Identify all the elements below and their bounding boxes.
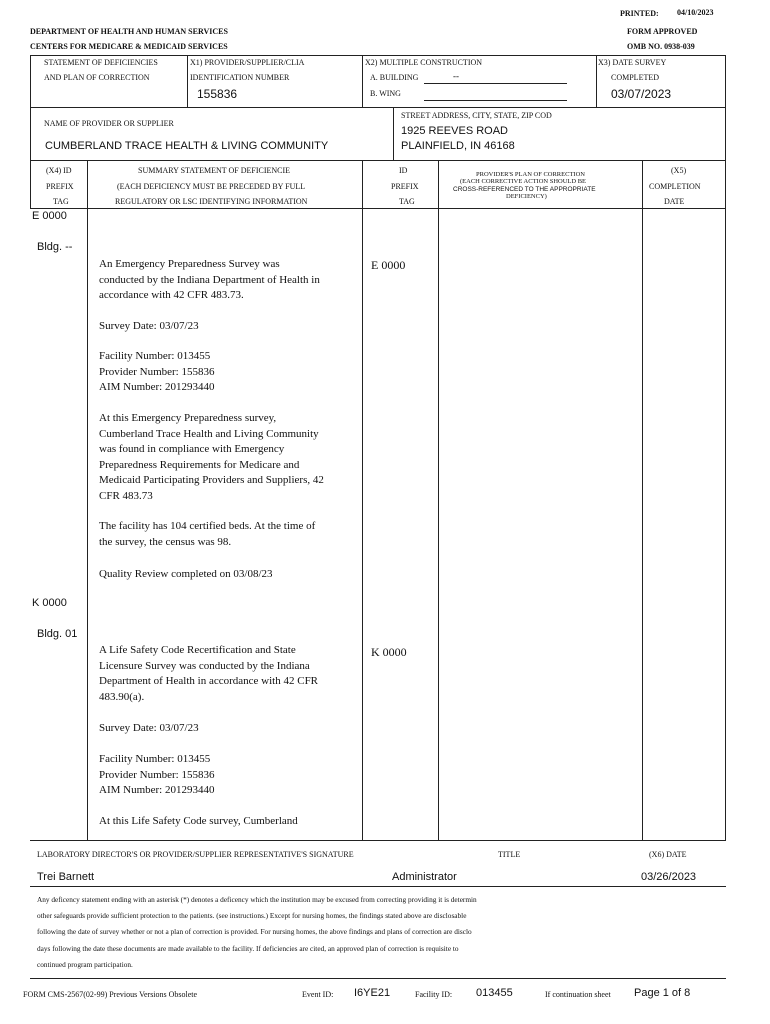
e-facility-info: Facility Number: 013455 Provider Number: 155836 AIM Number: 201293440 <box>99 350 215 393</box>
k-facility-info: Facility Number: 013455 Provider Number: 155836 AIM Number: 201293440 <box>99 753 215 796</box>
x6-date-label: (X6) DATE <box>649 850 687 859</box>
statement-label-2: AND PLAN OF CORRECTION <box>44 73 150 82</box>
e-compliance-paragraph: At this Emergency Preparedness survey, Cumberland Trace Health and Living Community was found in compliance with Emergency Preparedness Requirements for Medicare and Medicaid Participating Providers and Suppliers, 42 CFR 483.73 <box>99 412 324 502</box>
street-address: 1925 REEVES ROAD <box>401 125 508 137</box>
e-survey-date: Survey Date: 03/07/23 <box>99 320 199 332</box>
x4-label-3: TAG <box>53 197 69 206</box>
id-label-1: ID <box>399 166 408 175</box>
cms-heading: CENTERS FOR MEDICARE & MEDICAID SERVICES <box>30 42 228 51</box>
page-number: Page 1 of 8 <box>634 987 691 999</box>
x5-label-3: DATE <box>664 197 685 206</box>
form-id: FORM CMS-2567(02-99) Previous Versions Obsolete <box>23 990 198 999</box>
x5-label-2: COMPLETION <box>649 182 701 191</box>
continuation-label: If continuation sheet <box>545 990 611 999</box>
x1-label-2: IDENTIFICATION NUMBER <box>190 73 290 82</box>
date-survey-completed: 03/07/2023 <box>611 87 672 101</box>
k-paragraph-1: A Life Safety Code Recertification and State Licensure Survey was conducted by the Indiana Department of Health in accordance with 42 CFR 483.90(a). <box>99 644 319 703</box>
provider-name-label: NAME OF PROVIDER OR SUPPLIER <box>44 119 174 128</box>
signer-title: Administrator <box>392 871 457 883</box>
k-compliance-start: At this Life Safety Code survey, Cumberland <box>99 815 298 827</box>
wing-label: B. WING <box>370 89 401 98</box>
k-tag-left: K 0000 <box>32 597 67 609</box>
k-building: Bldg. 01 <box>37 628 78 640</box>
x1-label-1: X1) PROVIDER/SUPPLIER/CLIA <box>190 58 305 67</box>
id-label-2: PREFIX <box>391 182 419 191</box>
summary-label-3: REGULATORY OR LSC IDENTIFYING INFORMATION <box>115 197 308 206</box>
printed-date: 04/10/2023 <box>677 8 714 17</box>
plan-label-2: (EACH CORRECTIVE ACTION SHOULD BE <box>460 178 587 185</box>
x2-label: X2) MULTIPLE CONSTRUCTION <box>365 58 483 67</box>
k-tag-right: K 0000 <box>371 645 407 659</box>
building-label: A. BUILDING <box>370 73 419 82</box>
x5-label-1: (X5) <box>671 166 687 175</box>
e-building: Bldg. -- <box>37 241 73 253</box>
summary-label-1: SUMMARY STATEMENT OF DEFICIENCIE <box>138 166 291 175</box>
x4-label-2: PREFIX <box>46 182 74 191</box>
disclaimer-text: Any deficency statement ending with an asterisk (*) denotes a deficency which the institution may be excused from correcting providing it is determin other safeguards provide sufficient protection to the patients. (see instructions.) Except for nursing homes, the findings stated above are disclosable following the date of survey whether or not a plan of correction is provided. For nursing homes, the above findings and plans of correction are disclo days following the date these documents are made available to the facility. If deficiencies are cited, an approved plan of correction is requisite to continued program participation. <box>37 895 477 969</box>
address-label: STREET ADDRESS, CITY, STATE, ZIP COD <box>401 111 552 120</box>
e-quality-review: Quality Review completed on 03/08/23 <box>99 568 273 580</box>
form-approved: FORM APPROVED <box>627 27 698 36</box>
e-paragraph-1: An Emergency Preparedness Survey was conducted by the Indiana Department of Health in accordance with 42 CFR 483.73. <box>99 258 320 301</box>
x4-label-1: (X4) ID <box>46 166 72 175</box>
summary-label-2: (EACH DEFICIENCY MUST BE PRECEDED BY FULL <box>117 182 306 191</box>
city-state-zip: PLAINFIELD, IN 46168 <box>401 140 515 152</box>
id-label-3: TAG <box>399 197 415 206</box>
plan-label-1: PROVIDER'S PLAN OF CORRECTION <box>476 171 585 178</box>
printed-label: PRINTED: <box>620 9 659 18</box>
e-tag-left: E 0000 <box>32 210 67 222</box>
department-heading: DEPARTMENT OF HEALTH AND HUMAN SERVICES <box>30 27 228 36</box>
omb-number: OMB NO. 0938-039 <box>627 42 695 51</box>
x3-label-2: COMPLETED <box>611 73 659 82</box>
provider-name: CUMBERLAND TRACE HEALTH & LIVING COMMUNITY <box>45 140 329 152</box>
event-id: I6YE21 <box>354 987 391 999</box>
facility-id-label: Facility ID: <box>415 990 453 999</box>
plan-label-3: CROSS-REFERENCED TO THE APPROPRIATE <box>453 186 596 193</box>
e-tag-right: E 0000 <box>371 258 406 272</box>
signer-name: Trei Barnett <box>37 871 95 883</box>
building-value: -- <box>453 71 459 81</box>
facility-id: 013455 <box>476 987 513 999</box>
signature-date: 03/26/2023 <box>641 871 697 883</box>
statement-label-1: STATEMENT OF DEFICIENCIES <box>44 58 158 67</box>
e-beds-paragraph: The facility has 104 certified beds. At the time of the survey, the census was 98. <box>99 520 316 548</box>
event-id-label: Event ID: <box>302 990 334 999</box>
plan-label-4: DEFICIENCY) <box>506 193 547 200</box>
provider-number: 155836 <box>197 87 238 101</box>
signature-label: LABORATORY DIRECTOR'S OR PROVIDER/SUPPLIER REPRESENTATIVE'S SIGNATURE <box>37 850 354 859</box>
x3-label-1: X3) DATE SURVEY <box>598 58 667 67</box>
k-survey-date: Survey Date: 03/07/23 <box>99 722 199 734</box>
title-label: TITLE <box>498 850 521 859</box>
